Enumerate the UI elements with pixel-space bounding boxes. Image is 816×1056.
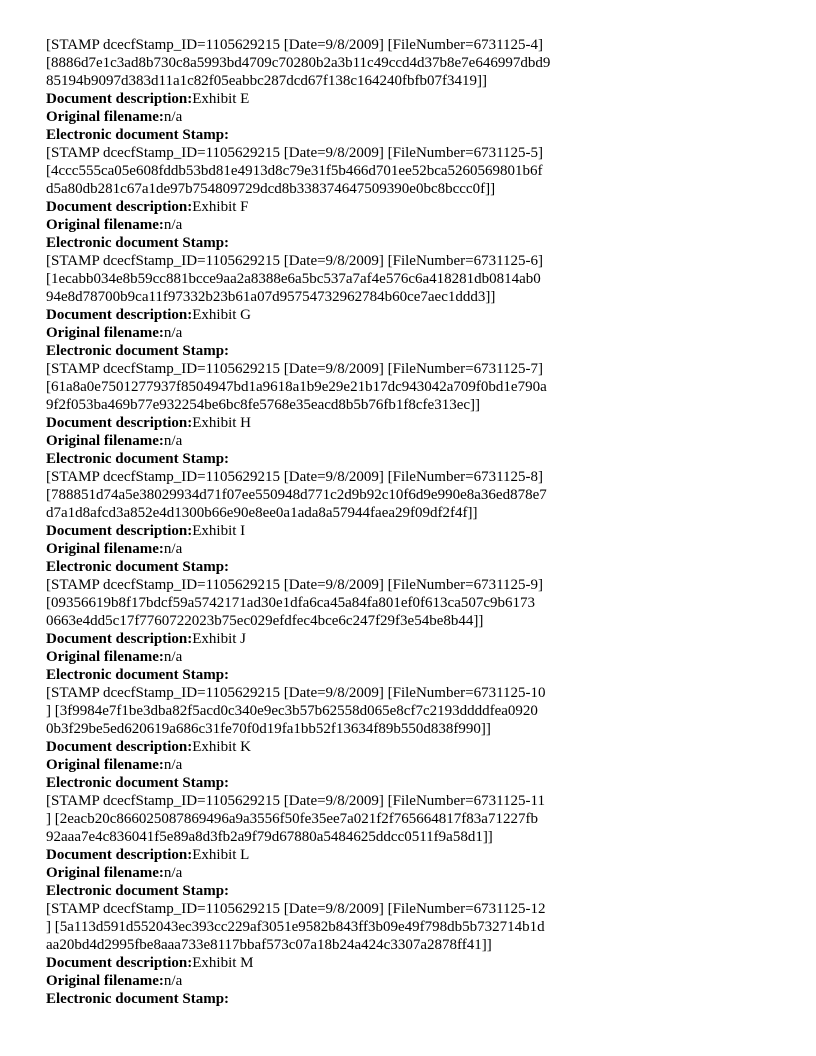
document-description-value: Exhibit K bbox=[192, 739, 251, 755]
original-filename-row bbox=[46, 432, 786, 450]
stamp-line: [1ecabb034e8b59cc881bcce9aa2a8388e6a5bc537a7af4e576c6a418281db0814ab0 bbox=[46, 271, 541, 287]
original-filename-label: Original filename: bbox=[46, 757, 164, 773]
original-filename-row bbox=[46, 972, 786, 990]
original-filename-label: Original filename: bbox=[46, 433, 164, 449]
stamp-line: ] [2eacb20c866025087869496a9a3556f50fe35ee7a021f2f765664817f83a71227fb bbox=[46, 811, 538, 827]
document-description-row bbox=[46, 846, 786, 864]
document-description-label: Document description: bbox=[46, 739, 193, 755]
stamp-entry bbox=[46, 792, 786, 900]
document-description-row bbox=[46, 414, 786, 432]
stamp-entry bbox=[46, 144, 786, 252]
document-description-value: Exhibit L bbox=[192, 847, 250, 863]
stamp-entry bbox=[46, 360, 786, 468]
document-description-value: Exhibit G bbox=[192, 307, 251, 323]
original-filename-value: n/a bbox=[163, 757, 183, 773]
original-filename-value: n/a bbox=[163, 649, 183, 665]
original-filename-label: Original filename: bbox=[46, 865, 164, 881]
stamp-line: 94e8d78700b9ca11f97332b23b61a07d95754732962784b60ce7aec1ddd3]] bbox=[46, 289, 496, 305]
electronic-stamp-label: Electronic document Stamp: bbox=[46, 991, 230, 1007]
electronic-stamp-label: Electronic document Stamp: bbox=[46, 127, 230, 143]
electronic-stamp-label: Electronic document Stamp: bbox=[46, 883, 230, 899]
stamp-line: aa20bd4d2995fbe8aaa733e8117bbaf573c07a18b24a424c3307a2878ff41]] bbox=[46, 937, 492, 953]
document-description-row bbox=[46, 198, 786, 216]
original-filename-row bbox=[46, 108, 786, 126]
document-description-row bbox=[46, 90, 786, 108]
original-filename-row bbox=[46, 324, 786, 342]
stamp-entry bbox=[46, 252, 786, 360]
stamp-line: [STAMP dcecfStamp_ID=1105629215 [Date=9/8/2009] [FileNumber=6731125-11 bbox=[46, 793, 545, 809]
electronic-stamp-label: Electronic document Stamp: bbox=[46, 775, 230, 791]
original-filename-label: Original filename: bbox=[46, 649, 164, 665]
original-filename-value: n/a bbox=[163, 973, 183, 989]
stamp-line: [788851d74a5e38029934d71f07ee550948d771c2d9b92c10f6d9e990e8a36ed878e7 bbox=[46, 487, 547, 503]
document-description-label: Document description: bbox=[46, 199, 193, 215]
document-description-label: Document description: bbox=[46, 955, 193, 971]
document-description-row bbox=[46, 738, 786, 756]
document-description-row bbox=[46, 954, 786, 972]
original-filename-value: n/a bbox=[163, 541, 183, 557]
original-filename-row bbox=[46, 216, 786, 234]
original-filename-row bbox=[46, 648, 786, 666]
document-description-row bbox=[46, 306, 786, 324]
stamp-line: 92aaa7e4c836041f5e89a8d3fb2a9f79d67880a5484625ddcc0511f9a58d1]] bbox=[46, 829, 493, 845]
document-description-value: Exhibit J bbox=[192, 631, 247, 647]
original-filename-value: n/a bbox=[163, 433, 183, 449]
stamp-line: ] [3f9984e7f1be3dba82f5acd0c340e9ec3b57b62558d065e8cf7c2193ddddfea0920 bbox=[46, 703, 538, 719]
stamp-line: [STAMP dcecfStamp_ID=1105629215 [Date=9/8/2009] [FileNumber=6731125-4] bbox=[46, 37, 544, 53]
electronic-stamp-label: Electronic document Stamp: bbox=[46, 235, 230, 251]
stamp-line: 85194b9097d383d11a1c82f05eabbc287dcd67f138c164240fbfb07f3419]] bbox=[46, 73, 488, 89]
document-description-label: Document description: bbox=[46, 415, 193, 431]
document-description-label: Document description: bbox=[46, 91, 193, 107]
stamp-line: 0b3f29be5ed620619a686c31fe70f0d19fa1bb52f13634f89b550d838f990]] bbox=[46, 721, 491, 737]
stamp-line: [STAMP dcecfStamp_ID=1105629215 [Date=9/8/2009] [FileNumber=6731125-9] bbox=[46, 577, 544, 593]
stamp-line: ] [5a113d591d552043ec393cc229af3051e9582b843ff3b09e49f798db5b732714b1d bbox=[46, 919, 545, 935]
original-filename-row bbox=[46, 756, 786, 774]
stamp-entry bbox=[46, 36, 786, 144]
electronic-stamp-label: Electronic document Stamp: bbox=[46, 451, 230, 467]
stamp-line: d5a80db281c67a1de97b754809729dcd8b338374647509390e0bc8bccc0f]] bbox=[46, 181, 496, 197]
document-description-label: Document description: bbox=[46, 631, 193, 647]
stamp-line: [STAMP dcecfStamp_ID=1105629215 [Date=9/8/2009] [FileNumber=6731125-10 bbox=[46, 685, 546, 701]
stamp-line: [STAMP dcecfStamp_ID=1105629215 [Date=9/8/2009] [FileNumber=6731125-12 bbox=[46, 901, 546, 917]
document-description-label: Document description: bbox=[46, 523, 193, 539]
electronic-stamp-label: Electronic document Stamp: bbox=[46, 667, 230, 683]
original-filename-label: Original filename: bbox=[46, 217, 164, 233]
stamp-line: 0663e4dd5c17f7760722023b75ec029efdfec4bce6c247f29f3e54be8b44]] bbox=[46, 613, 484, 629]
electronic-stamp-label: Electronic document Stamp: bbox=[46, 343, 230, 359]
document-body bbox=[46, 36, 786, 1008]
original-filename-value: n/a bbox=[163, 217, 183, 233]
original-filename-value: n/a bbox=[163, 865, 183, 881]
stamp-entry bbox=[46, 576, 786, 684]
original-filename-row bbox=[46, 864, 786, 882]
document-description-value: Exhibit H bbox=[192, 415, 251, 431]
stamp-line: [STAMP dcecfStamp_ID=1105629215 [Date=9/8/2009] [FileNumber=6731125-5] bbox=[46, 145, 544, 161]
stamp-line: [09356619b8f17bdcf59a5742171ad30e1dfa6ca45a84fa801ef0f613ca507c9b6173 bbox=[46, 595, 536, 611]
document-description-value: Exhibit I bbox=[192, 523, 246, 539]
document-description-label: Document description: bbox=[46, 307, 193, 323]
stamp-line: [STAMP dcecfStamp_ID=1105629215 [Date=9/8/2009] [FileNumber=6731125-6] bbox=[46, 253, 544, 269]
stamp-line: [4ccc555ca05e608fddb53bd81e4913d8c79e31f5b466d701ee52bca5260569801b6f bbox=[46, 163, 543, 179]
document-description-value: Exhibit F bbox=[192, 199, 249, 215]
stamp-entry bbox=[46, 468, 786, 576]
document-description-value: Exhibit M bbox=[192, 955, 254, 971]
electronic-stamp-label: Electronic document Stamp: bbox=[46, 559, 230, 575]
document-description-value: Exhibit E bbox=[192, 91, 250, 107]
stamp-line: [STAMP dcecfStamp_ID=1105629215 [Date=9/8/2009] [FileNumber=6731125-8] bbox=[46, 469, 544, 485]
original-filename-label: Original filename: bbox=[46, 541, 164, 557]
stamp-line: [STAMP dcecfStamp_ID=1105629215 [Date=9/8/2009] [FileNumber=6731125-7] bbox=[46, 361, 544, 377]
original-filename-row bbox=[46, 540, 786, 558]
original-filename-value: n/a bbox=[163, 109, 183, 125]
original-filename-label: Original filename: bbox=[46, 325, 164, 341]
stamp-line: [61a8a0e7501277937f8504947bd1a9618a1b9e29e21b17dc943042a709f0bd1e790a bbox=[46, 379, 547, 395]
stamp-entry bbox=[46, 684, 786, 792]
stamp-line: [8886d7e1c3ad8b730c8a5993bd4709c70280b2a3b11c49ccd4d37b8e7e646997dbd9 bbox=[46, 55, 551, 71]
stamp-line: 9f2f053ba469b77e932254be6bc8fe5768e35eacd8b5b76fb1f8cfe313ec]] bbox=[46, 397, 481, 413]
original-filename-label: Original filename: bbox=[46, 109, 164, 125]
original-filename-value: n/a bbox=[163, 325, 183, 341]
stamp-line: d7a1d8afcd3a852e4d1300b66e90e8ee0a1ada8a57944faea29f09df2f4f]] bbox=[46, 505, 478, 521]
document-description-row bbox=[46, 630, 786, 648]
document-description-row bbox=[46, 522, 786, 540]
original-filename-label: Original filename: bbox=[46, 973, 164, 989]
document-description-label: Document description: bbox=[46, 847, 193, 863]
stamp-entry bbox=[46, 900, 786, 1008]
